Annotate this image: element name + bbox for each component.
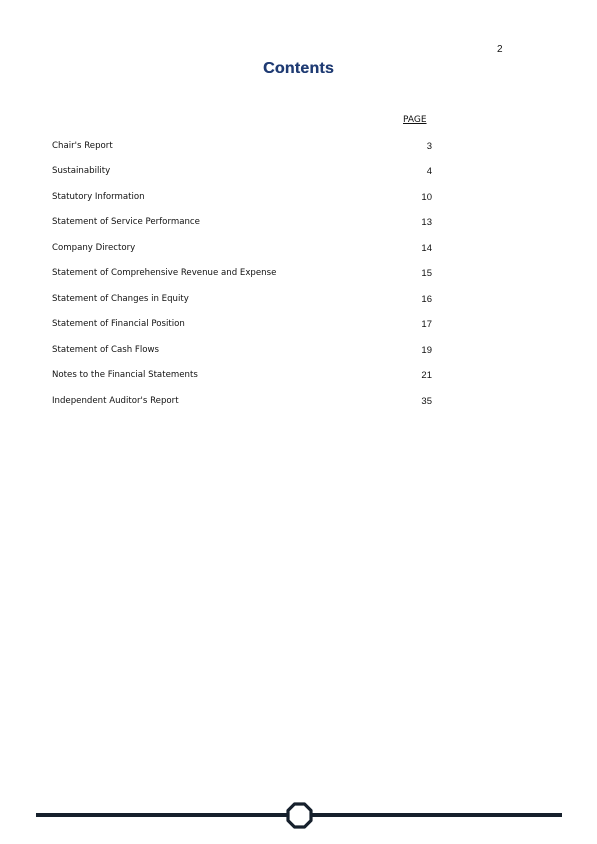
toc-item-label: Sustainability xyxy=(52,166,111,176)
toc-item-page: 13 xyxy=(421,216,432,228)
toc-item-label: Statement of Financial Position xyxy=(52,319,185,329)
toc-item-label: Company Directory xyxy=(52,243,136,253)
toc-item-page: 10 xyxy=(421,191,432,203)
toc-item-label: Statement of Cash Flows xyxy=(52,345,159,355)
toc-item-label: Statement of Service Performance xyxy=(52,217,200,227)
octagon-icon xyxy=(286,802,313,829)
toc-item-page: 21 xyxy=(421,369,432,381)
toc-item-page: 35 xyxy=(421,395,432,407)
page-title: Contents xyxy=(263,60,334,77)
toc-item[interactable] xyxy=(52,266,432,280)
toc-item[interactable] xyxy=(52,394,432,408)
toc-item[interactable] xyxy=(52,343,432,357)
toc-item-label: Chair's Report xyxy=(52,141,113,151)
page-column-header: PAGE xyxy=(403,115,427,125)
toc-item[interactable] xyxy=(52,368,432,382)
toc-item-label: Statement of Changes in Equity xyxy=(52,294,189,304)
toc-item-page: 3 xyxy=(426,140,432,152)
toc-item-page: 15 xyxy=(421,267,432,279)
toc-item[interactable] xyxy=(52,164,432,178)
toc-item-page: 17 xyxy=(421,318,432,330)
page-number: 2 xyxy=(497,44,503,55)
toc-item-label: Independent Auditor's Report xyxy=(52,396,179,406)
toc-item[interactable] xyxy=(52,190,432,204)
toc-item-page: 19 xyxy=(421,344,432,356)
toc-item-page: 14 xyxy=(421,242,432,254)
toc-item[interactable] xyxy=(52,292,432,306)
toc-item[interactable] xyxy=(52,241,432,255)
toc-item[interactable] xyxy=(52,215,432,229)
toc-item[interactable] xyxy=(52,317,432,331)
toc-item-label: Statutory Information xyxy=(52,192,145,202)
toc-item-label: Notes to the Financial Statements xyxy=(52,370,198,380)
toc-item[interactable] xyxy=(52,139,432,153)
toc-item-label: Statement of Comprehensive Revenue and Expense xyxy=(52,268,277,278)
toc-item-page: 4 xyxy=(426,165,432,177)
toc-item-page: 16 xyxy=(421,293,432,305)
